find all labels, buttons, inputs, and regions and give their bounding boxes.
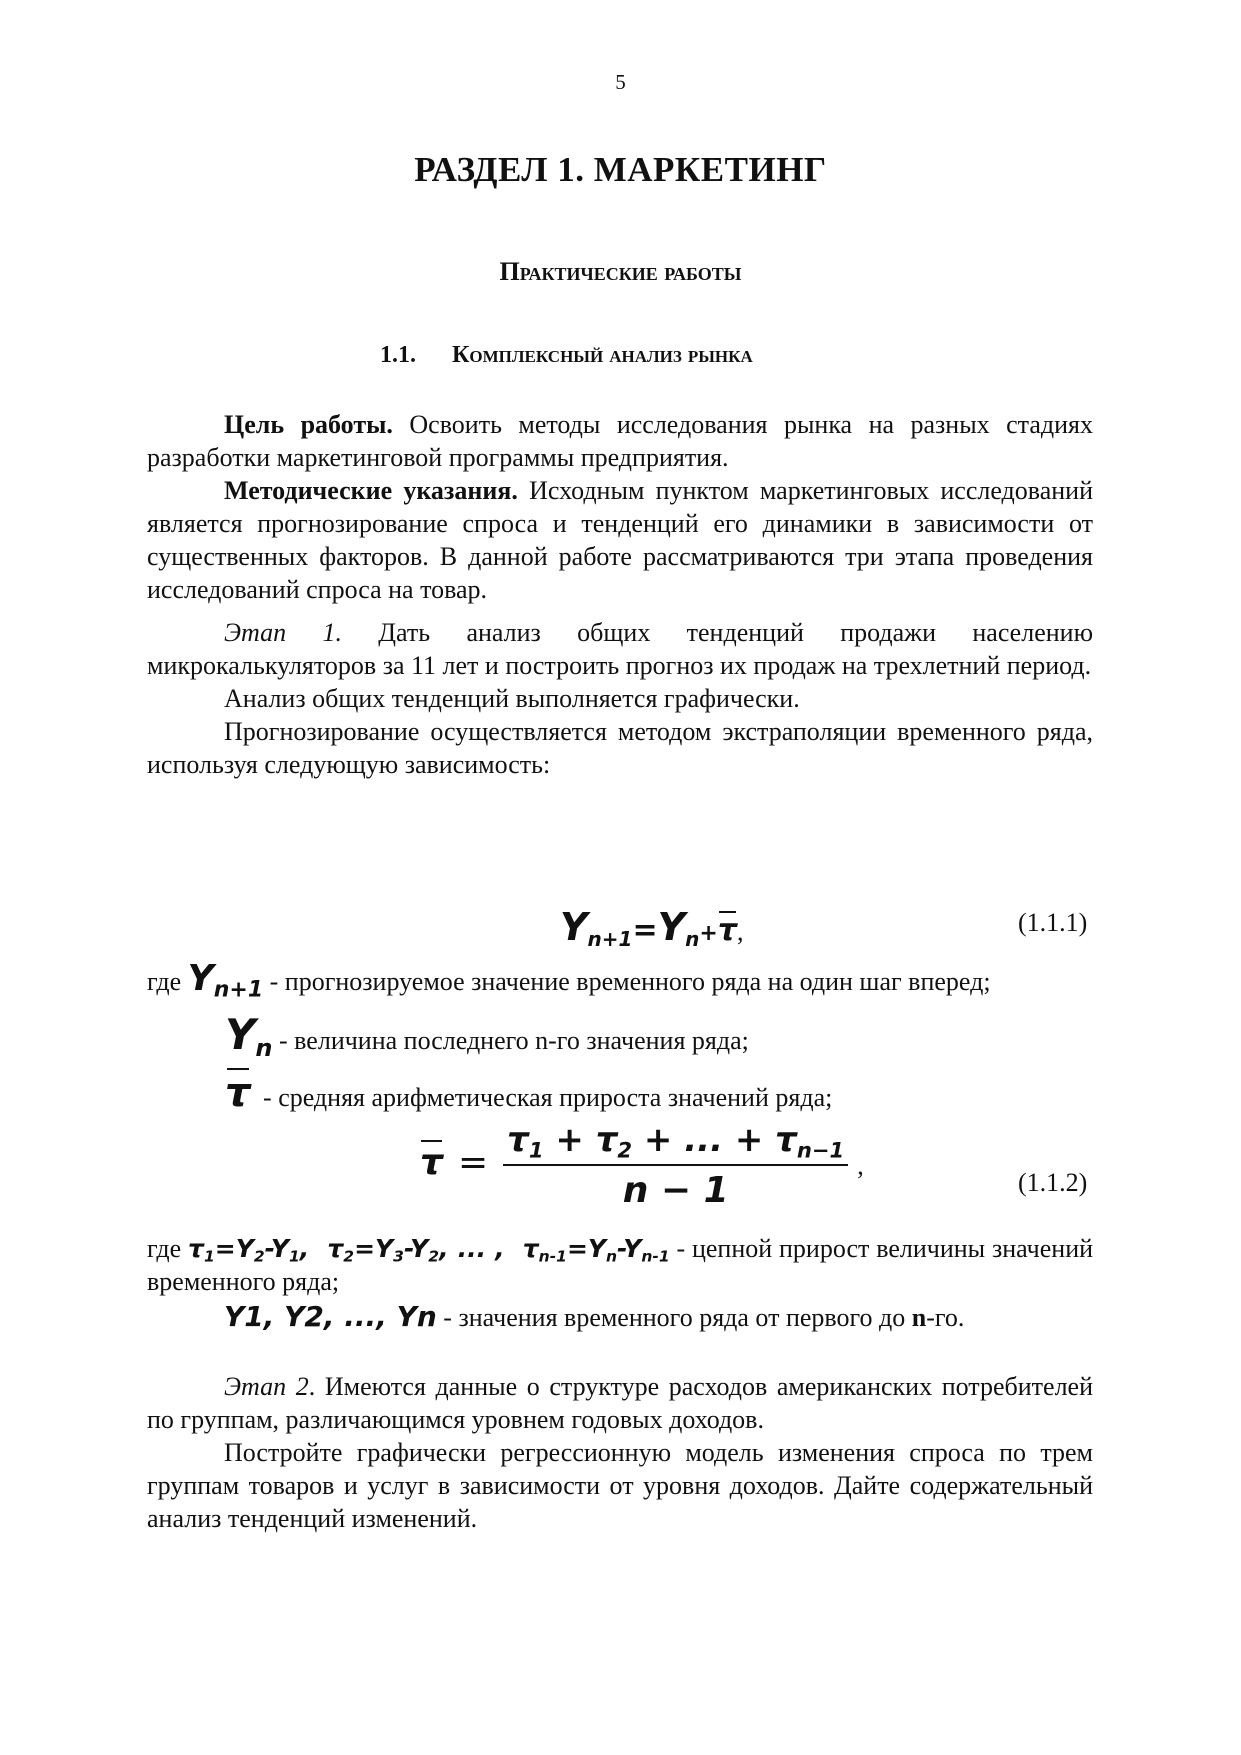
where-item-3: τ - средняя арифметическая прироста значений ряда;: [225, 1070, 833, 1116]
method-label: Методические указания.: [224, 476, 518, 505]
where-item-1: где $Y_{n+1}$ - прогнозируемое значение временного ряда на один шаг вперед;: [147, 958, 991, 1003]
method-paragraph: [147, 474, 1093, 606]
page-number: 5: [615, 70, 626, 94]
equation-number-1: (1.1.1): [1018, 908, 1088, 937]
method-text: Исходным пунктом маркетинговых исследований является прогнозирование спроса и тенденций его динамики в зависимости от существенных факторов. В данной работе рассматриваются три этапа проведения исследований спроса на товар.: [147, 476, 1093, 604]
stage2-text: . Имеются данные о структуре расходов американских потребителей по группам, различающимся уровнем годовых доходов.: [147, 1372, 1093, 1434]
stage2-block: [147, 1370, 1093, 1535]
section-title: Комплексный анализ рынка: [452, 342, 753, 368]
equation-1-1-2: τ = $\frac{\tau_1 + \tau_2 + ... + \tau_{n-1}}{n - 1}$ ,: [420, 1120, 864, 1211]
analysis-paragraph: Анализ общих тенденций выполняется графически.: [224, 684, 800, 713]
stage2-paragraph: [147, 1370, 1093, 1436]
forecast-paragraph: Прогнозирование осуществляется методом экстраполяции временного ряда, используя следующую зависимость:: [147, 717, 1093, 779]
where-item-2: $Y_n$ - величина последнего n-го значения ряда;: [225, 1010, 749, 1063]
intro-block: [147, 408, 1093, 781]
stage1-text: Дать анализ общих тенденций продажи населению микрокалькуляторов за 11 лет и построить прогноз их продаж на трехлетний период.: [147, 618, 1093, 680]
stage2-label: Этап 2: [224, 1372, 309, 1401]
stage1-paragraph: [147, 616, 1093, 682]
subtitle: Практические работы: [499, 257, 742, 286]
series-line: Y1, Y2, ..., Yn - значения временного ряда от первого до n-го.: [224, 1300, 965, 1333]
goal-paragraph: [147, 408, 1093, 474]
equation-number-2: (1.1.2): [1018, 1168, 1088, 1197]
where-2-paragraph: где $\tau_1=Y_2-Y_1$, $\tau_2=Y_3-Y_2$, ... , $\tau_{n-1}=Y_n-Y_{n-1}$ - цепной прирост величины значений временного ряда;: [147, 1234, 1094, 1296]
goal-text: Освоить методы исследования рынка на разных стадиях разработки маркетинговой программы предприятия.: [147, 410, 1093, 472]
chapter-title: РАЗДЕЛ 1. МАРКЕТИНГ: [414, 150, 827, 189]
equation-1-1-1: $Y_{n+1}=Y_n+\tau$,: [560, 905, 744, 951]
stage1-label: Этап 1.: [224, 618, 342, 647]
section-number: 1.1.: [380, 342, 416, 368]
stage2-task-paragraph: Постройте графически регрессионную модель изменения спроса по трем группам товаров и услуг в зависимости от уровня доходов. Дайте содержательный анализ тенденций изменений.: [147, 1438, 1093, 1533]
goal-label: Цель работы.: [224, 410, 393, 439]
section-heading: [380, 342, 753, 369]
